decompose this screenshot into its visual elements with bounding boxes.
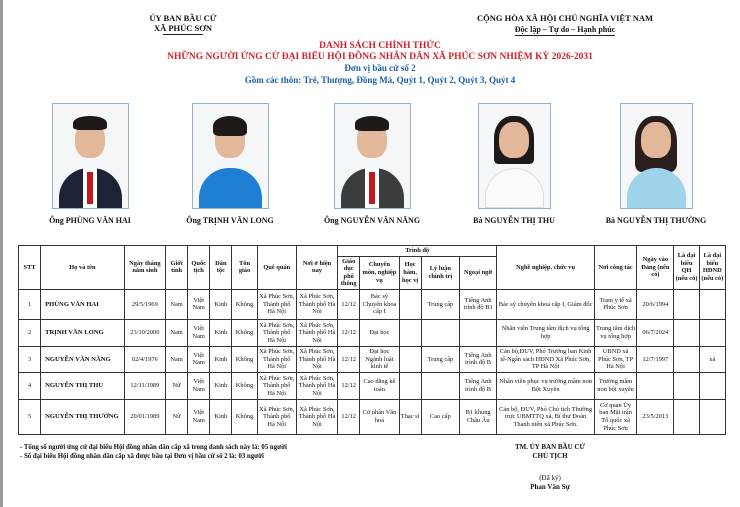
cell-language: B1 khung Châu Âu [459,399,496,434]
cell-na-deputy [674,399,699,434]
cell-na-deputy [674,289,699,319]
cell-pc-deputy [699,372,725,399]
motto: Độc lập – Tự do – Hạnh phúc [514,25,616,34]
candidate-caption: Bà NGUYỄN THỊ THƯỜNG [605,216,707,225]
cell-stt: 5 [19,399,41,434]
candidate-card [454,103,574,225]
cell-religion: Không [232,319,257,346]
cell-nationality: Việt Nam [188,399,210,434]
table-row [19,289,726,319]
cell-specialty: Đại học Ngành luật kinh tế [360,346,399,372]
col-general-edu: Giáo dục phổ thông [338,256,360,289]
cell-language: Tiếng Anh trình độ B1 [459,289,496,319]
cell-ethnicity: Kinh [210,399,232,434]
cell-stt: 3 [19,346,41,372]
cell-nationality: Việt Nam [188,289,210,319]
cell-party-date: 06/7/2024 [637,319,674,346]
cell-gender: Nữ [166,399,188,434]
col-dob: Ngày tháng năm sinh [124,246,165,290]
candidate-card [40,103,140,225]
col-name: Họ và tên [41,246,125,290]
cell-pc-deputy [699,399,725,434]
cell-political: Trung cấp [421,289,459,319]
cell-stt: 4 [19,372,41,399]
candidate-photo [620,103,693,209]
cell-stt: 1 [19,289,41,319]
cell-hometown: Xã Phúc Sơn, Thành phố Hà Nội [257,346,296,372]
issuing-authority [128,13,238,35]
cell-occupation: Cán bộ, ĐUV, Phó Chủ tịch Thường trực UBMTTQ xã, Bí thư Đoàn Thanh niên xã Phúc Sơn. [497,399,595,434]
signature-title: CHỦ TỊCH [532,452,568,460]
cell-academic: Thạc sĩ [399,399,421,434]
cell-residence: Xã Phúc Sơn, Thành phố Hà Nội [296,319,337,346]
candidate-photo [478,103,551,209]
cell-ethnicity: Kinh [210,319,232,346]
authority-line-1: ỦY BAN BẦU CỬ [149,13,217,23]
col-gender: Giới tính [166,246,188,290]
cell-dob: 02/4/1976 [124,346,165,372]
cell-language: Tiếng Anh trình độ B [459,346,496,372]
cell-political [421,319,459,346]
cell-stt: 2 [19,319,41,346]
cell-language: Tiếng Anh trình độ B [459,372,496,399]
cell-general-edu: 12/12 [338,289,360,319]
cell-workplace: UBND xã Phúc Sơn, TP Hà Nội [594,346,636,372]
cell-political [421,372,459,399]
cell-party-date: 20/6/1994 [637,289,674,319]
signature-signed: (Đã ký) [539,474,561,482]
authority-underline [163,34,203,35]
cell-workplace: Trung tâm dịch vụ tổng hợp [594,319,636,346]
table-row [19,372,726,399]
nation-name: CỘNG HÒA XÃ HỘI CHỦ NGHĨA VIỆT NAM [476,13,654,23]
cell-nationality: Việt Nam [188,346,210,372]
cell-occupation: Cán bộ,ĐUV, Phó Trưởng ban Kinh tế-Ngân sách HĐND Xã Phúc Sơn, TP Hà Nội [497,346,595,372]
cell-hometown: Xã Phúc Sơn, Thành phố Hà Nội [257,289,296,319]
cell-residence: Xã Phúc Sơn, Thành phố Hà Nội [296,399,337,434]
cell-academic [399,319,421,346]
title-line-1: DANH SÁCH CHÍNH THỨC [319,41,441,51]
document-title-block [0,41,740,86]
cell-residence: Xã Phúc Sơn, Thành phố Hà Nội [296,346,337,372]
cell-religion: Không [232,289,257,319]
cell-pc-deputy [699,319,725,346]
col-specialty: Chuyên môn, nghiệp vụ [360,256,399,289]
candidate-photo [334,103,411,209]
col-political: Lý luận chính trị [421,256,459,289]
cell-na-deputy [674,372,699,399]
cell-gender: Nam [166,289,188,319]
cell-dob: 29/5/1969 [124,289,165,319]
cell-occupation: Nhân viên Trung tâm dịch vụ tổng hợp [497,319,595,346]
cell-nationality: Việt Nam [188,319,210,346]
cell-academic [399,372,421,399]
cell-name: PHÙNG VĂN HAI [41,289,125,319]
cell-nationality: Việt Nam [188,372,210,399]
table-row [19,346,726,372]
candidate-table [18,245,726,435]
cell-party-date: 12/7/1997 [637,346,674,372]
cell-residence: Xã Phúc Sơn, Thành phố Hà Nội [296,372,337,399]
cell-hometown: Xã Phúc Sơn, Thành phố Hà Nội [257,319,296,346]
table-row [19,319,726,346]
col-religion: Tôn giáo [232,246,257,290]
cell-occupation: Nhân viên phục vụ trường mầm non Bột Xuyên [497,372,595,399]
cell-name: NGUYỄN THỊ THU [41,372,125,399]
national-motto [440,13,690,36]
cell-gender: Nam [166,346,188,372]
candidate-photo [192,103,269,209]
cell-dob: 12/11/1989 [124,372,165,399]
candidate-card [312,103,432,225]
cell-religion: Không [232,346,257,372]
col-hometown: Quê quán [257,246,296,290]
cell-specialty: Cao đẳng kế toán [360,372,399,399]
cell-name: NGUYỄN VĂN NĂNG [41,346,125,372]
candidate-caption: Ông PHÙNG VĂN HAI [49,216,131,225]
cell-language [459,319,496,346]
cell-ethnicity: Kinh [210,346,232,372]
table-row [19,399,726,434]
col-language: Ngoại ngữ [459,256,496,289]
candidate-caption: Ông TRỊNH VĂN LONG [186,216,274,225]
cell-general-edu: 12/12 [338,372,360,399]
cell-dob: 23/10/2000 [124,319,165,346]
cell-gender: Nữ [166,372,188,399]
col-workplace: Nơi công tác [594,246,636,290]
col-na-deputy: Là đại biểu QH (nếu có) [674,246,699,290]
cell-academic [399,289,421,319]
cell-party-date: 23/5/2013 [637,399,674,434]
cell-party-date [637,372,674,399]
cell-na-deputy [674,319,699,346]
cell-general-edu: 12/12 [338,319,360,346]
col-group-education: Trình độ [338,246,497,257]
cell-specialty: Cử nhân Văn hoá [360,399,399,434]
cell-gender: Nam [166,319,188,346]
cell-ethnicity: Kinh [210,289,232,319]
col-stt: STT [19,246,41,290]
cell-general-edu: 12/12 [338,399,360,434]
authority-line-2: XÃ PHÚC SƠN [153,23,213,33]
cell-dob: 20/01/1989 [124,399,165,434]
candidate-card [170,103,290,225]
cell-hometown: Xã Phúc Sơn, Thành phố Hà Nội [257,372,296,399]
cell-name: TRỊNH VĂN LONG [41,319,125,346]
note-seats: - Số đại biểu Hội đồng nhân dân cấp xã được bầu tại Đơn vị bầu cử số 2 là: 03 người [20,453,264,460]
candidate-card [596,103,716,225]
signature-org: TM. ỦY BAN BẦU CỬ [514,443,586,451]
note-total-candidates: - Tổng số người ứng cử đại biểu Hội đồng nhân dân cấp xã trong danh sách này là: 05 người [20,444,287,451]
col-ethnicity: Dân tộc [210,246,232,290]
cell-political: Cao cấp [421,399,459,434]
cell-ethnicity: Kinh [210,372,232,399]
signatory-name: Phan Văn Sự [530,483,570,491]
cell-workplace: Cơ quan Ủy ban Mặt trận Tổ quốc xã Phúc Sơn [594,399,636,434]
constituency: Đơn vị bầu cử số 2 [344,63,416,73]
col-nationality: Quốc tịch [188,246,210,290]
cell-hometown: Xã Phúc Sơn, Thành phố Hà Nội [257,399,296,434]
signature-block [480,443,620,492]
villages: Gồm các thôn: Trê, Thượng, Đồng Mả, Quýt 1, Quýt 2, Quýt 3, Quýt 4 [244,75,516,85]
title-line-2: NHỮNG NGƯỜI ỨNG CỬ ĐẠI BIỂU HỘI ĐỒNG NHÂN DÂN XÃ PHÚC SƠN NHIỆM KỲ 2026-2031 [167,52,593,62]
cell-pc-deputy [699,289,725,319]
cell-occupation: Bác sỹ chuyên khoa cấp I, Giám đốc [497,289,595,319]
cell-general-edu: 12/12 [338,346,360,372]
cell-academic [399,346,421,372]
col-residence: Nơi ở hiện nay [296,246,337,290]
cell-workplace: Trạm y tế xã Phúc Sơn [594,289,636,319]
cell-name: NGUYỄN THỊ THƯỜNG [41,399,125,434]
cell-pc-deputy: xã [699,346,725,372]
candidate-caption: Bà NGUYỄN THỊ THU [473,216,555,225]
candidate-caption: Ông NGUYỄN VĂN NĂNG [323,216,421,225]
cell-specialty: Bác sỹ Chuyên khoa cấp I [360,289,399,319]
summary-notes [20,443,287,461]
col-pc-deputy: Là đại biểu HĐND (nếu có) [699,246,725,290]
cell-residence: Xã Phúc Sơn, Thành phố Hà Nội [296,289,337,319]
candidate-photo [52,103,129,209]
cell-political: Trung cấp [421,346,459,372]
col-party-date: Ngày vào Đảng (nếu có) [637,246,674,290]
col-academic: Học hàm, học vị [399,256,421,289]
cell-specialty: Đại học [360,319,399,346]
cell-na-deputy [674,346,699,372]
cell-religion: Không [232,372,257,399]
col-occupation: Nghề nghiệp, chức vụ [497,246,595,290]
cell-religion: Không [232,399,257,434]
cell-workplace: Trường mầm non bột xuyên [594,372,636,399]
